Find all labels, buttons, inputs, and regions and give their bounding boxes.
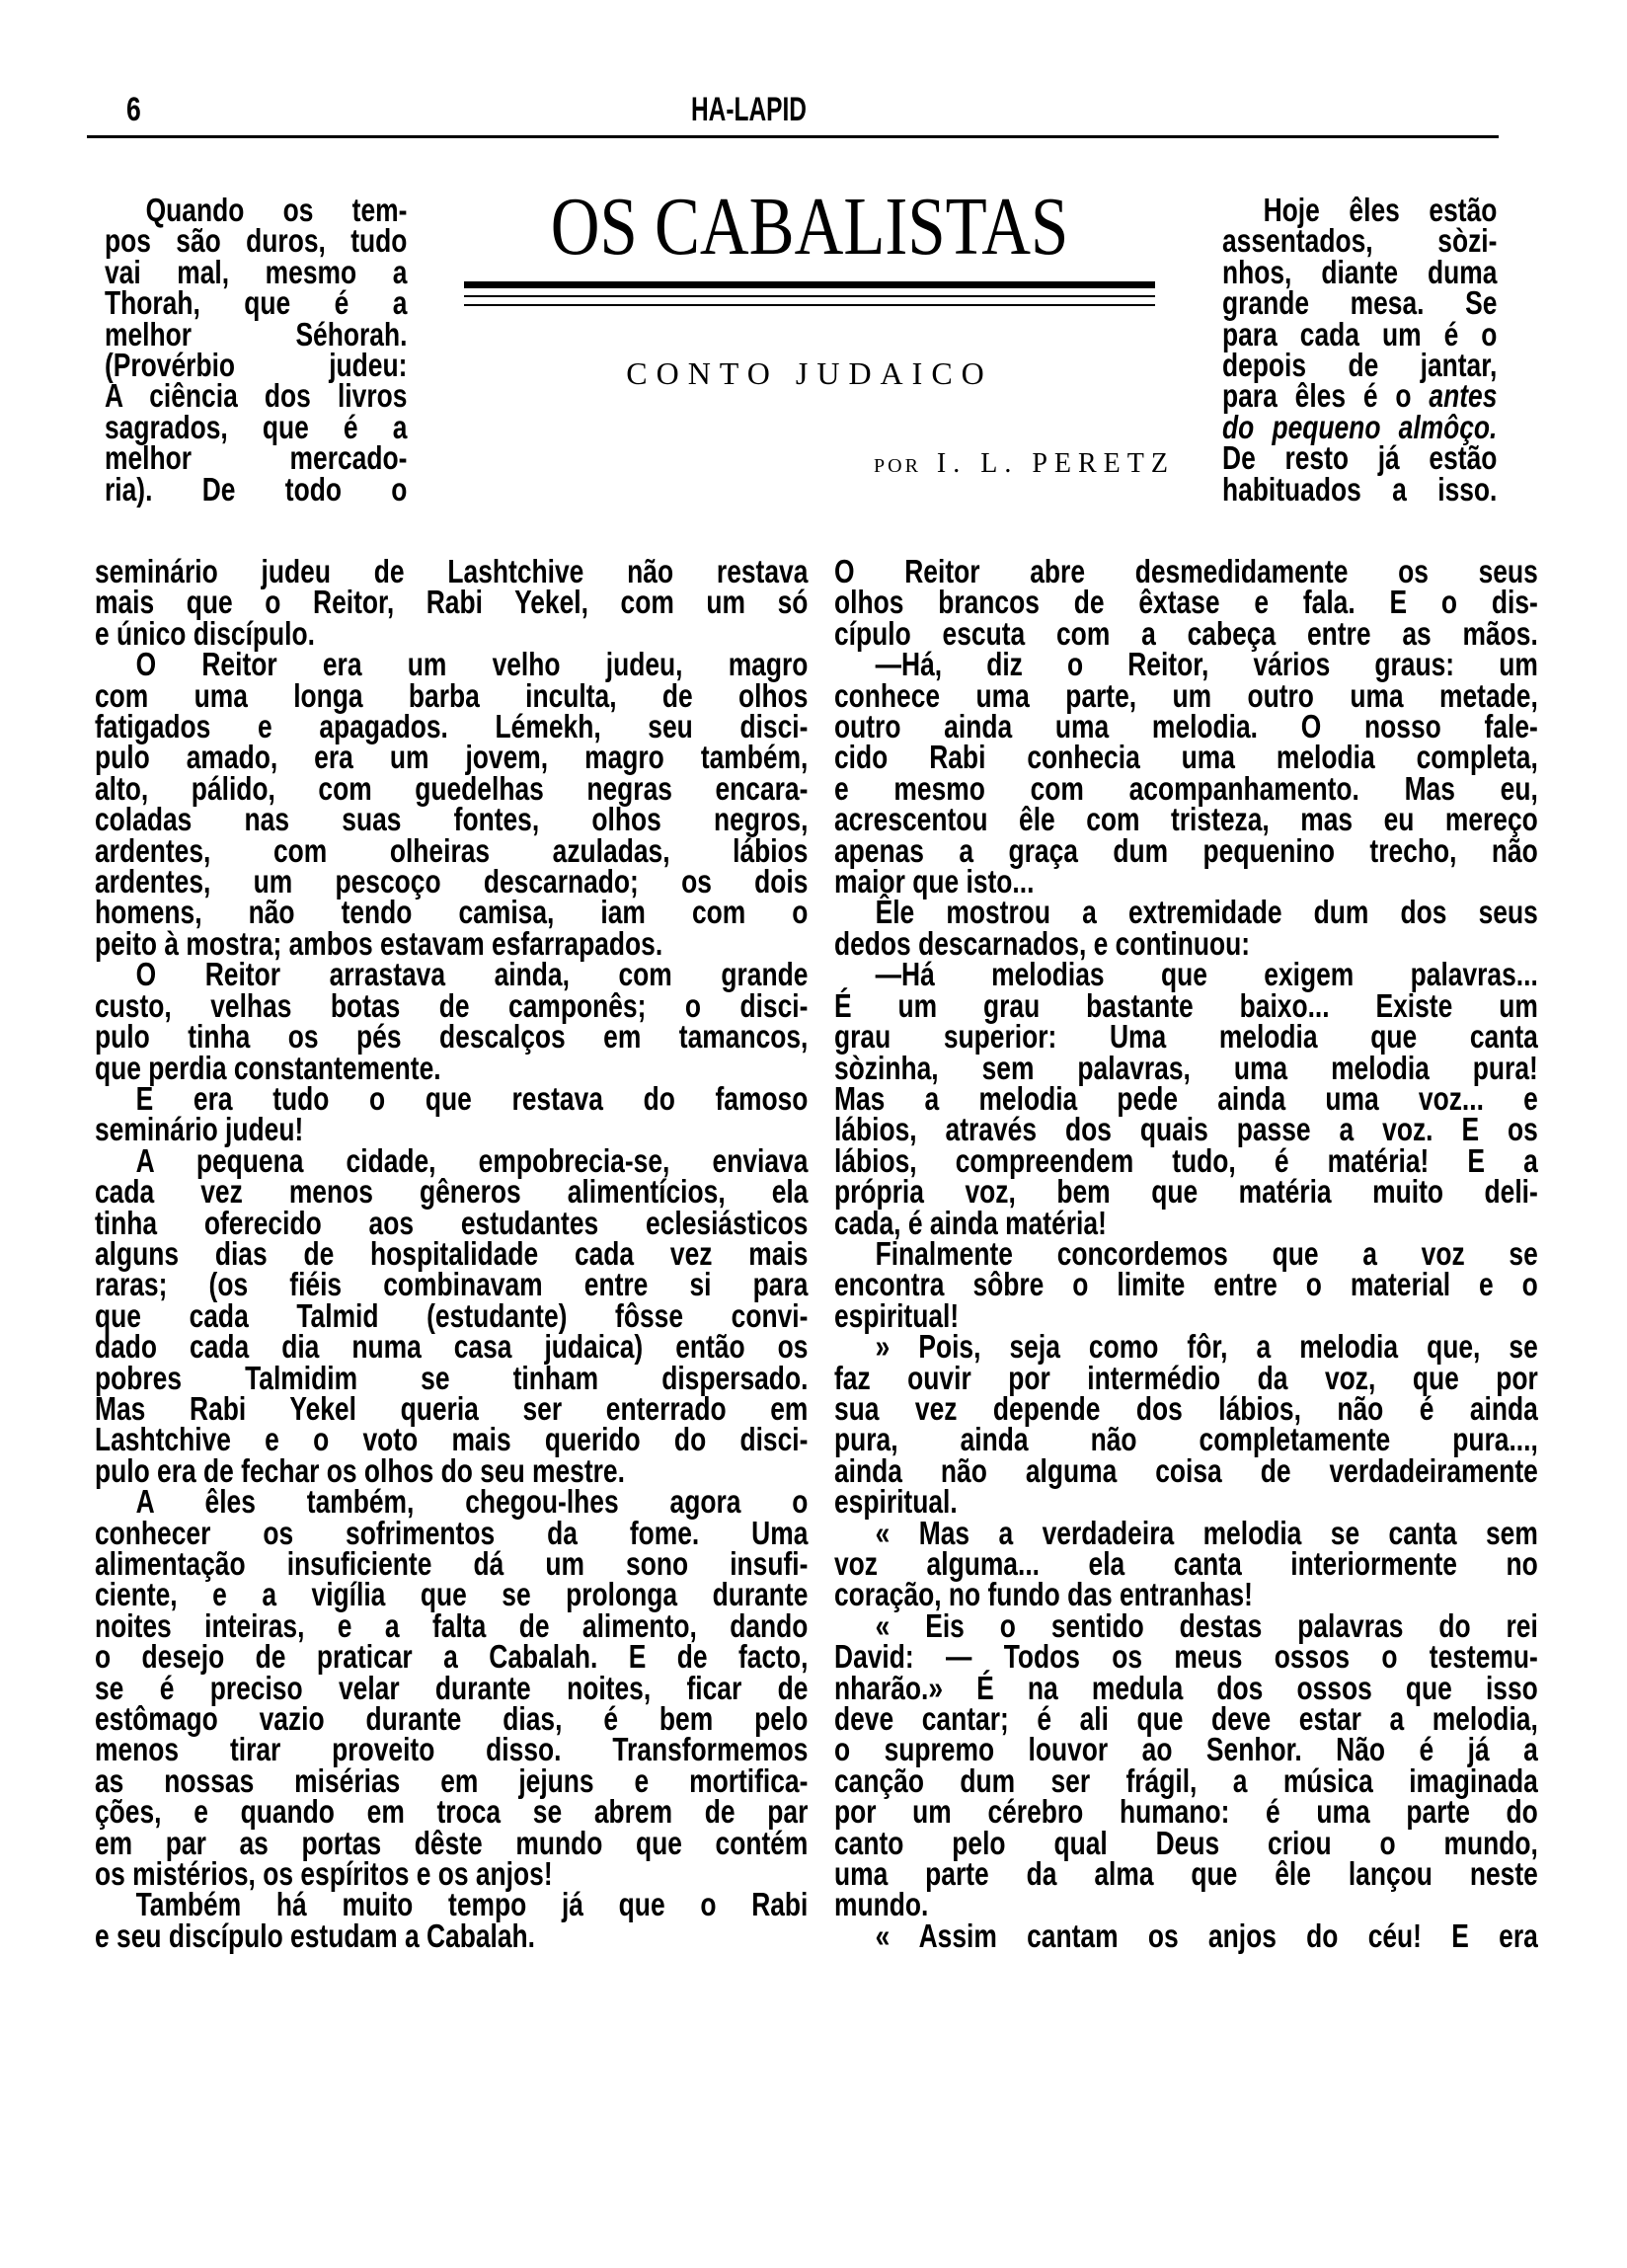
text-line: Mas Rabi Yekel queria ser enterrado em <box>95 1389 809 1427</box>
text-line: sòzinha, sem palavras, uma melodia pura! <box>834 1049 1538 1086</box>
text-run: para êles é o <box>1222 377 1430 415</box>
text-line: David: — Todos os meus ossos o testemu- <box>834 1638 1538 1676</box>
text-line: alto, pálido, com guedelhas negras encara- <box>95 769 809 807</box>
text-line: uma parte da alma que êle lançou neste <box>834 1855 1538 1893</box>
text-line: espiritual! <box>834 1296 960 1334</box>
text-line: coladas nas suas fontes, olhos negros, <box>95 801 809 838</box>
text-line: pulo tinha os pés descalços em tamancos, <box>95 1018 809 1056</box>
text-line: ardentes, com olheiras azuladas, lábios <box>95 831 809 869</box>
text-line: voz alguma... ela canta interiormente no <box>834 1545 1538 1582</box>
text-line: raras; (os fiéis combinavam entre si para <box>95 1266 809 1303</box>
text-line: seminário judeu de Lashtchive não restava <box>95 553 809 589</box>
text-line: E era tudo o que restava do famoso <box>135 1079 809 1117</box>
text-line: Thorah, que é a <box>105 284 408 322</box>
text-line: mais que o Reitor, Rabi Yekel, com um só <box>95 584 809 621</box>
text-line: pobres Talmidim se tinham dispersado. <box>95 1359 809 1396</box>
text-line: por um cérebro humano: é uma parte do <box>834 1793 1538 1831</box>
text-line: grau superior: Uma melodia que canta <box>834 1018 1538 1056</box>
text-line: melhor Séhorah. <box>105 315 408 352</box>
text-line: Também há muito tempo já que o Rabi <box>135 1886 809 1923</box>
title-rule-thick <box>464 281 1155 288</box>
text-line: e seu discípulo estudam a Cabalah. <box>95 1916 536 1954</box>
text-line: estômago vazio durante dias, é bem pelo <box>95 1700 809 1738</box>
text-line: « Assim cantam os anjos do céu! E era <box>875 1916 1538 1954</box>
text-line: outro ainda uma melodia. O nosso fale- <box>834 708 1538 745</box>
text-line: seminário judeu! <box>95 1111 304 1148</box>
text-line <box>1222 408 1498 445</box>
text-line: cípulo escuta com a cabeça entre as mãos. <box>834 614 1538 652</box>
text-line: O Reitor abre desmedidamente os seus <box>834 553 1538 589</box>
publication-title: HA-LAPID <box>691 91 807 128</box>
text-line: conhecer os sofrimentos da fome. Uma <box>95 1514 809 1551</box>
text-line: O Reitor era um velho judeu, magro <box>135 646 809 683</box>
text-line: A êles também, chegou-lhes agora o <box>135 1483 809 1521</box>
text-line: ria). De todo o <box>105 470 408 508</box>
text-line: o supremo louvor ao Senhor. Não é já a <box>834 1731 1538 1768</box>
page-number: 6 <box>126 91 141 128</box>
text-line: fatigados e apagados. Lémekh, seu disci- <box>95 708 809 745</box>
text-line: maior que isto... <box>834 863 1035 900</box>
text-line: A ciência dos livros <box>105 377 408 415</box>
text-line: dado cada dia numa casa judaica) então os <box>95 1328 809 1366</box>
text-line: melhor mercado- <box>105 439 408 477</box>
text-line: assentados, sòzi- <box>1222 222 1498 260</box>
text-line: deve cantar; é ali que deve estar a melodia, <box>834 1700 1538 1738</box>
text-line: Finalmente concordemos que a voz se <box>875 1234 1538 1272</box>
text-line: É um grau bastante baixo... Existe um <box>834 986 1538 1024</box>
text-line: cada, é ainda matéria! <box>834 1204 1107 1241</box>
text-line: que perdia constantemente. <box>95 1049 441 1086</box>
text-line: depois de jantar, <box>1222 347 1498 384</box>
text-line: olhos brancos de êxtase e fala. E o dis- <box>834 584 1538 621</box>
text-line: dedos descarnados, e continuou: <box>834 924 1250 962</box>
text-line: Êle mostrou a extremidade dum dos seus <box>875 894 1538 931</box>
title-rule-thin <box>464 304 1155 306</box>
byline <box>750 448 1175 480</box>
text-line: pos são duros, tudo <box>105 222 408 260</box>
text-line: lábios, compreendem tudo, é matéria! E a <box>834 1141 1538 1179</box>
author-name: I. L. PERETZ <box>936 448 1175 479</box>
text-line: mundo. <box>834 1886 929 1923</box>
text-line: faz ouvir por intermédio da voz, que por <box>834 1359 1538 1396</box>
text-line: Lashtchive e o voto mais querido do disci- <box>95 1421 809 1458</box>
text-line: canção dum ser frágil, a música imaginada <box>834 1761 1538 1799</box>
text-line: homens, não tendo camisa, iam com o <box>95 894 809 931</box>
title-rule-thin <box>464 295 1155 297</box>
text-line: Mas a melodia pede ainda uma voz... e <box>834 1079 1538 1117</box>
header-rule <box>87 135 1499 138</box>
text-line: coração, no fundo das entranhas! <box>834 1576 1253 1613</box>
text-line: sua vez depende dos lábios, não é ainda <box>834 1389 1538 1427</box>
text-line: canto pelo qual Deus criou o mundo, <box>834 1824 1538 1861</box>
text-line: espiritual. <box>834 1483 958 1521</box>
text-line: com uma longa barba inculta, de olhos <box>95 676 809 714</box>
left-column-intro <box>105 192 408 508</box>
text-line: lábios, através dos quais passe a voz. E os <box>834 1111 1538 1148</box>
left-column-body <box>95 553 809 1954</box>
text-line: O Reitor arrastava ainda, com grande <box>135 956 809 993</box>
column-lines <box>834 553 1538 1954</box>
text-line: custo, velhas botas de camponês; o disci- <box>95 986 809 1024</box>
byline-prefix: POR <box>874 455 921 477</box>
text-line: sagrados, que é a <box>105 408 408 445</box>
text-line: —Há melodias que exigem palavras... <box>875 956 1538 993</box>
text-line: ardentes, um pescoço descarnado; os dois <box>95 863 809 900</box>
text-line: os mistérios, os espíritos e os anjos! <box>95 1855 553 1893</box>
text-line: pura, ainda não completamente pura..., <box>834 1421 1538 1458</box>
text-line: alguns dias de hospitalidade cada vez mais <box>95 1234 809 1272</box>
text-line: habituados a isso. <box>1222 470 1498 508</box>
text-line: vai mal, mesmo a <box>105 253 408 290</box>
story-subtitle: CONTO JUDAICO <box>626 355 993 391</box>
text-line: as nossas misérias em jejuns e mortifica- <box>95 1761 809 1799</box>
text-line: nharão.» É na medula dos ossos que isso <box>834 1669 1538 1706</box>
text-line: e mesmo com acompanhamento. Mas eu, <box>834 769 1538 807</box>
text-line: apenas a graça dum pequenino trecho, não <box>834 831 1538 869</box>
text-line: grande mesa. Se <box>1222 284 1498 322</box>
column-lines <box>105 192 408 508</box>
text-line: peito à mostra; ambos estavam esfarrapados. <box>95 924 663 962</box>
text-line: pulo amado, era um jovem, magro também, <box>95 739 809 776</box>
text-line: cido Rabi conhecia uma melodia completa, <box>834 739 1538 776</box>
column-lines <box>95 553 809 1954</box>
text-line: conhece uma parte, um outro uma metade, <box>834 676 1538 714</box>
text-line: em par as portas dêste mundo que contém <box>95 1824 809 1861</box>
column-lines <box>1222 192 1498 508</box>
text-line: o desejo de praticar a Cabalah. E de facto, <box>95 1638 809 1676</box>
right-column-body <box>834 553 1538 1954</box>
italic-text: do pequeno almôço. <box>1222 408 1498 445</box>
text-line: nhos, diante duma <box>1222 253 1498 290</box>
text-line: ções, e quando em troca se abrem de par <box>95 1793 809 1831</box>
text-line: acrescentou êle com tristeza, mas eu mereço <box>834 801 1538 838</box>
text-line: —Há, diz o Reitor, vários graus: um <box>875 646 1538 683</box>
text-line: pulo era de fechar os olhos do seu mestre. <box>95 1451 625 1489</box>
text-line: ainda não alguma coisa de verdadeiramente <box>834 1451 1538 1489</box>
text-line: cada vez menos gêneros alimentícios, ela <box>95 1173 809 1211</box>
text-line: se é preciso velar durante noites, ficar de <box>95 1669 809 1706</box>
text-line: Quando os tem- <box>145 192 408 228</box>
text-line: para cada um é o <box>1222 315 1498 352</box>
text-line: » Pois, seja como fôr, a melodia que, se <box>875 1328 1538 1366</box>
text-line: que cada Talmid (estudante) fôsse convi- <box>95 1296 809 1334</box>
text-line: e único discípulo. <box>95 614 315 652</box>
text-line: « Mas a verdadeira melodia se canta sem <box>875 1514 1538 1551</box>
text-line: noites inteiras, e a falta de alimento, dando <box>95 1606 809 1644</box>
text-line: tinha oferecido aos estudantes eclesiásticos <box>95 1204 809 1241</box>
text-line: Hoje êles estão <box>1263 192 1498 228</box>
text-line: alimentação insuficiente dá um sono insufi- <box>95 1545 809 1582</box>
text-line <box>1222 377 1498 415</box>
text-line: (Provérbio judeu: <box>105 347 408 384</box>
text-line: própria voz, bem que matéria muito deli- <box>834 1173 1538 1211</box>
text-line: De resto já estão <box>1222 439 1498 477</box>
right-column-intro <box>1222 192 1498 508</box>
text-line: « Eis o sentido destas palavras do rei <box>875 1606 1538 1644</box>
text-line: ciente, e a vigília que se prolonga durante <box>95 1576 809 1613</box>
italic-text: antes <box>1429 377 1498 415</box>
text-line: A pequena cidade, empobrecia-se, enviava <box>135 1141 809 1179</box>
story-title: OS CABALISTAS <box>550 181 1069 273</box>
text-line: encontra sôbre o limite entre o material e o <box>834 1266 1538 1303</box>
text-line: menos tirar proveito disso. Transformemos <box>95 1731 809 1768</box>
